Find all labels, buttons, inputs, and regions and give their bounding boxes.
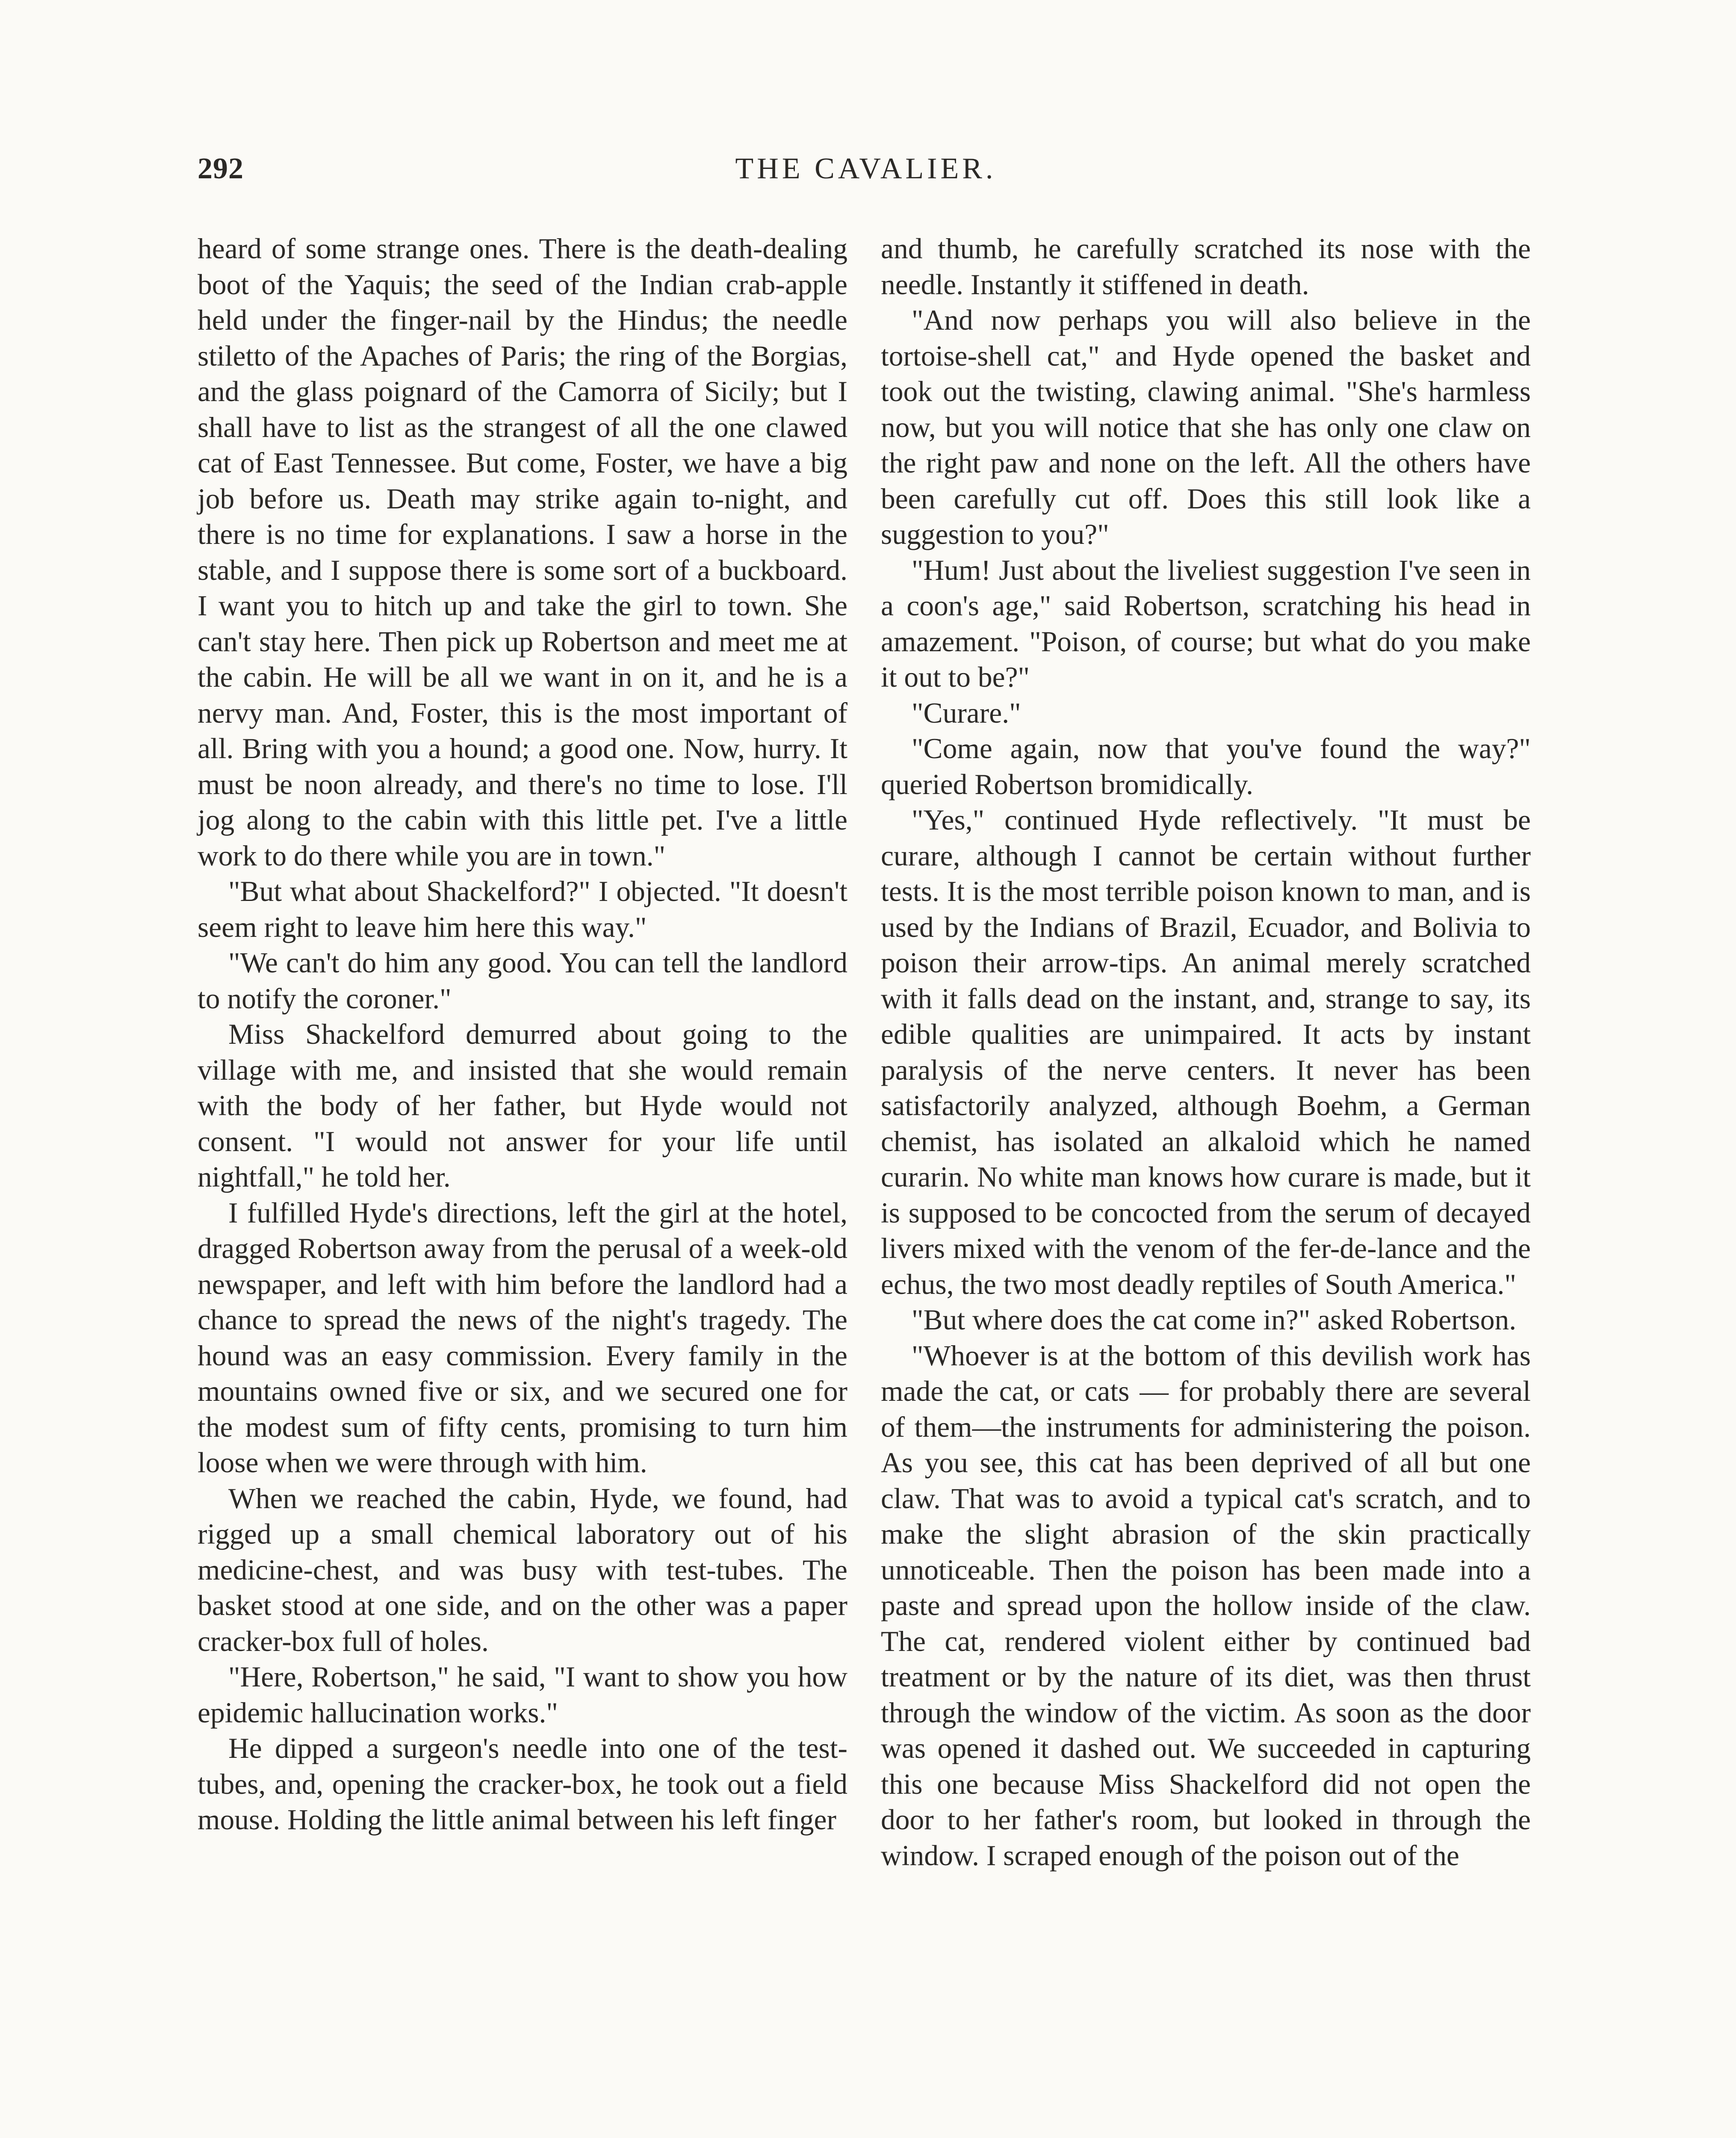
- page-header: [198, 152, 1534, 203]
- paragraph: "But what about Shackelford?" I objected. "It doesn't seem right to leave him here this way.": [198, 875, 847, 943]
- right-column: [881, 231, 1531, 2138]
- paragraph: "We can't do him any good. You can tell the landlord to notify the coroner.": [198, 947, 847, 1015]
- paragraph: I fulfilled Hyde's directions, left the girl at the hotel, dragged Robertson away from the perusal of a week-old newspaper, and left with him before the landlord had a chance to spread the news of the night's tragedy. The hound was an easy commission. Every family in the mountains owned five or six, and we secured one for the modest sum of fifty cents, promising to turn him loose when we were through with him.: [198, 1196, 847, 1479]
- paragraph: Miss Shackelford demurred about going to the village with me, and insisted that she would remain with the body of her father, but Hyde would not consent. "I would not answer for your life until nightfall," he told her.: [198, 1018, 847, 1193]
- left-column: [198, 231, 847, 2138]
- paragraph: and thumb, he carefully scratched its nose with the needle. Instantly it stiffened in death.: [881, 233, 1531, 301]
- paragraph: "But where does the cat come in?" asked Robertson.: [912, 1304, 1517, 1336]
- paragraph: "Yes," continued Hyde reflectively. "It must be curare, although I cannot be certain without further tests. It is the most terrible poison known to man, and is used by the Indians of Brazil, Ecuador, and Bolivia to poison their arrow-tips. An animal merely scratched with it falls dead on the instant, and, strange to say, its edible qualities are unimpaired. It acts by instant paralysis of the nerve centers. It never has been satisfactorily analyzed, although Boehm, a German chemist, has isolated an alkaloid which he named curarin. No white man knows how curare is made, but it is supposed to be concocted from the serum of decayed livers mixed with the venom of the fer-de-lance and the echus, the two most deadly reptiles of South America.": [881, 804, 1531, 1300]
- paragraph: "Hum! Just about the liveliest suggestion I've seen in a coon's age," said Robertson, scratching his head in amazement. "Poison, of course; but what do you make it out to be?": [881, 554, 1531, 693]
- paragraph: He dipped a surgeon's needle into one of the test-tubes, and, opening the cracker-box, he took out a field mouse. Holding the little animal between his left finger: [198, 1732, 847, 1836]
- running-title: THE CAVALIER.: [735, 152, 997, 185]
- paragraph: heard of some strange ones. There is the death-dealing boot of the Yaquis; the seed of the Indian crab-apple held under the finger-nail by the Hindus; the needle stiletto of the Apaches of Paris; the ring of the Borgias, and the glass poignard of the Camorra of Sicily; but I shall have to list as the strangest of all the one clawed cat of East Tennessee. But come, Foster, we have a big job before us. Death may strike again to-night, and there is no time for explanations. I saw a horse in the stable, and I suppose there is some sort of a buckboard. I want you to hitch up and take the girl to town. She can't stay here. Then pick up Robertson and meet me at the cabin. He will be all we want in on it, and he is a nervy man. And, Foster, this is the most important of all. Bring with you a hound; a good one. Now, hurry. It must be noon already, and there's no time to lose. I'll jog along to the cabin with this little pet. I've a little work to do there while you are in town.": [198, 233, 847, 872]
- paragraph: When we reached the cabin, Hyde, we found, had rigged up a small chemical laboratory out of his medicine-chest, and was busy with test-tubes. The basket stood at one side, and on the other was a paper cracker-box full of holes.: [198, 1482, 847, 1657]
- paragraph: "Whoever is at the bottom of this devilish work has made the cat, or cats — for probably there are several of them—the instruments for administering the poison. As you see, this cat has been deprived of all but one claw. That was to avoid a typical cat's scratch, and to make the slight abrasion of the skin practically unnoticeable. Then the poison has been made into a paste and spread upon the hollow inside of the claw. The cat, rendered violent either by continued bad treatment or by the nature of its diet, was then thrust through the window of the victim. As soon as the door was opened it dashed out. We succeeded in capturing this one because Miss Shackelford did not open the door to her father's room, but looked in through the window. I scraped enough of the poison out of the: [881, 1339, 1531, 1872]
- paragraph: "And now perhaps you will also believe in the tortoise-shell cat," and Hyde opened the basket and took out the twisting, clawing animal. "She's harmless now, but you will notice that she has only one claw on the right paw and none on the left. All the others have been carefully cut off. Does this still look like a suggestion to you?": [881, 304, 1531, 550]
- page-number: 292: [198, 152, 244, 185]
- paragraph: "Come again, now that you've found the way?" queried Robertson bromidically.: [881, 732, 1531, 800]
- paragraph: "Here, Robertson," he said, "I want to show you how epidemic hallucination works.": [198, 1661, 847, 1729]
- paragraph: "Curare.": [912, 697, 1021, 729]
